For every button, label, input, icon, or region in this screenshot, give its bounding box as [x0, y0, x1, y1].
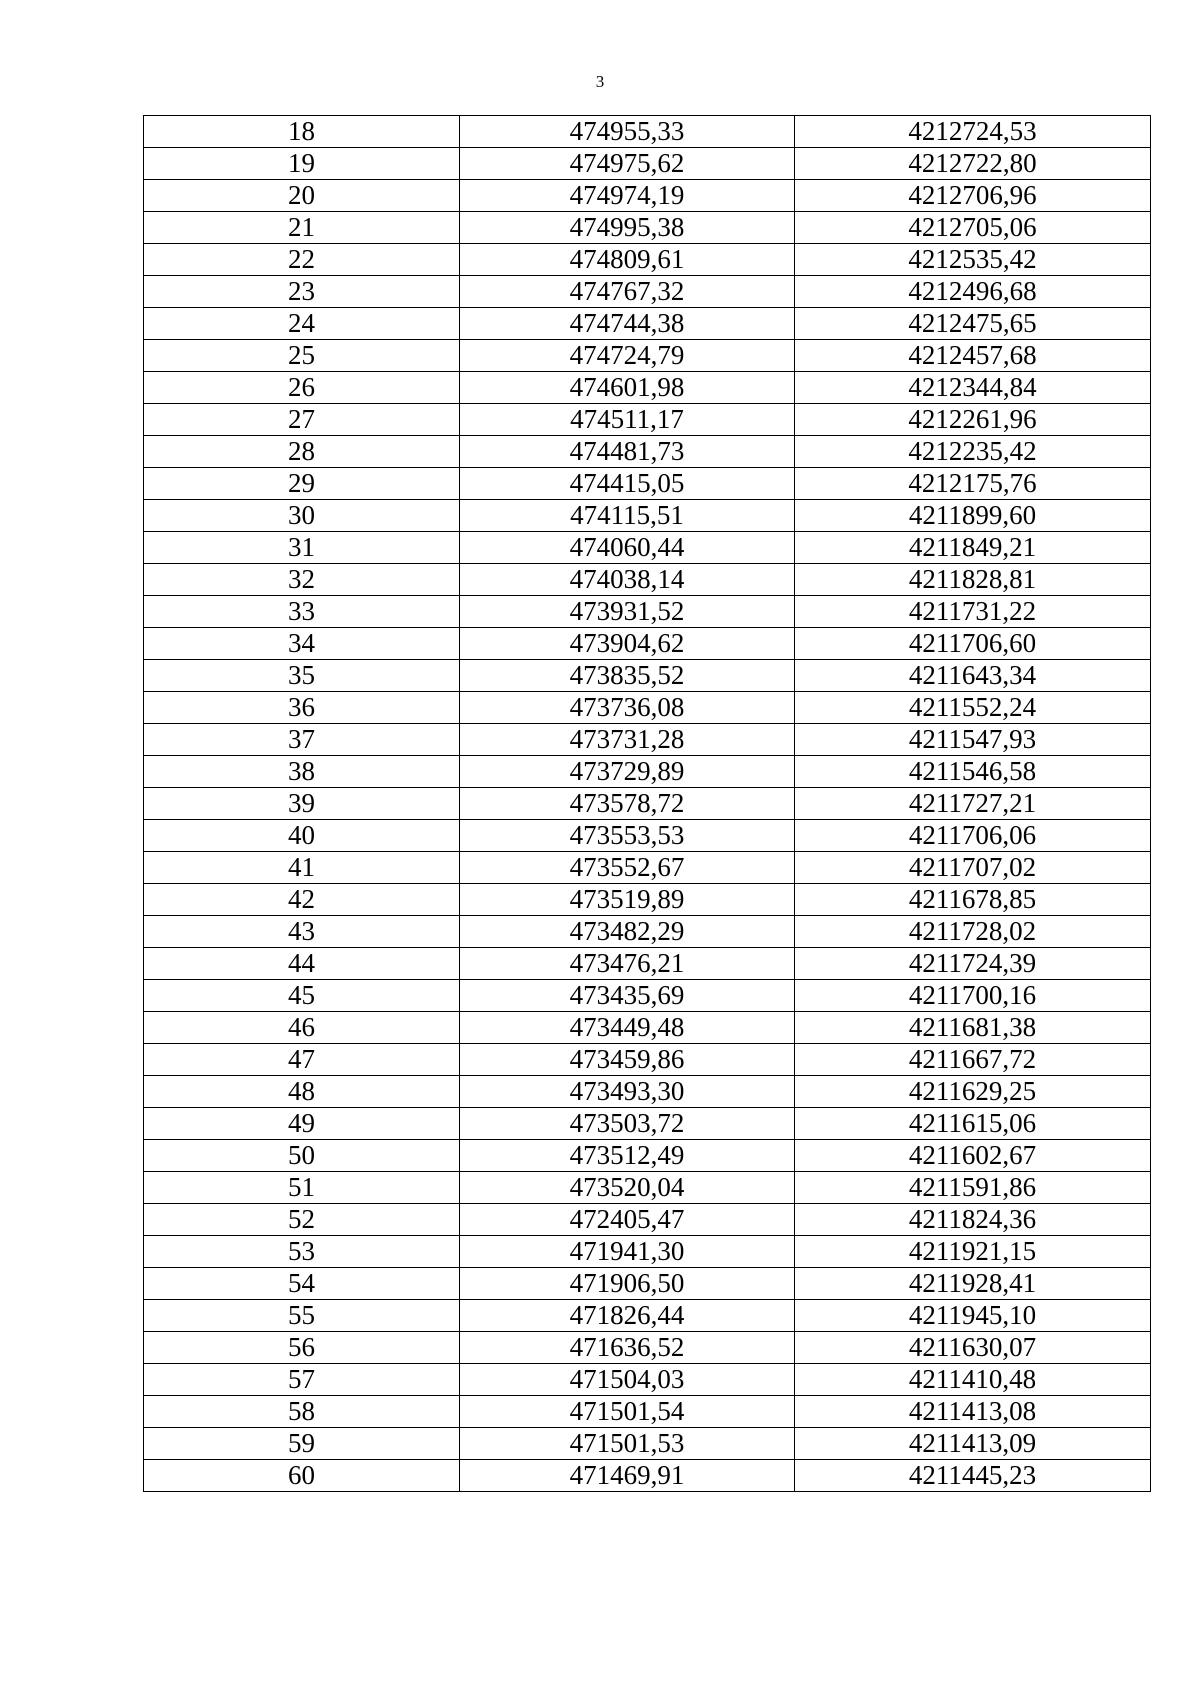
point-number-cell: 58 — [144, 1396, 460, 1428]
point-number-cell: 27 — [144, 404, 460, 436]
table-row — [144, 788, 1151, 820]
x-coordinate-cell: 474115,51 — [460, 500, 795, 532]
table-row — [144, 1012, 1151, 1044]
x-coordinate-cell: 473552,67 — [460, 852, 795, 884]
y-coordinate-cell: 4211410,48 — [795, 1364, 1151, 1396]
x-coordinate-cell: 473449,48 — [460, 1012, 795, 1044]
table-row — [144, 852, 1151, 884]
table-row — [144, 948, 1151, 980]
point-number-cell: 19 — [144, 148, 460, 180]
y-coordinate-cell: 4211724,39 — [795, 948, 1151, 980]
table-row — [144, 436, 1151, 468]
x-coordinate-cell: 472405,47 — [460, 1204, 795, 1236]
table-row — [144, 1044, 1151, 1076]
point-number-cell: 55 — [144, 1300, 460, 1332]
y-coordinate-cell: 4212706,96 — [795, 180, 1151, 212]
point-number-cell: 60 — [144, 1460, 460, 1492]
table-row — [144, 1236, 1151, 1268]
point-number-cell: 59 — [144, 1428, 460, 1460]
table-row — [144, 884, 1151, 916]
coordinates-table-body — [144, 116, 1151, 1492]
table-row — [144, 500, 1151, 532]
table-row — [144, 1396, 1151, 1428]
table-row — [144, 756, 1151, 788]
table-row — [144, 276, 1151, 308]
point-number-cell: 52 — [144, 1204, 460, 1236]
point-number-cell: 47 — [144, 1044, 460, 1076]
y-coordinate-cell: 4211615,06 — [795, 1108, 1151, 1140]
x-coordinate-cell: 474809,61 — [460, 244, 795, 276]
table-row — [144, 1268, 1151, 1300]
table-row — [144, 916, 1151, 948]
point-number-cell: 30 — [144, 500, 460, 532]
x-coordinate-cell: 473519,89 — [460, 884, 795, 916]
y-coordinate-cell: 4212722,80 — [795, 148, 1151, 180]
x-coordinate-cell: 473835,52 — [460, 660, 795, 692]
x-coordinate-cell: 473435,69 — [460, 980, 795, 1012]
point-number-cell: 51 — [144, 1172, 460, 1204]
x-coordinate-cell: 473476,21 — [460, 948, 795, 980]
point-number-cell: 50 — [144, 1140, 460, 1172]
x-coordinate-cell: 474038,14 — [460, 564, 795, 596]
y-coordinate-cell: 4211643,34 — [795, 660, 1151, 692]
x-coordinate-cell: 473520,04 — [460, 1172, 795, 1204]
x-coordinate-cell: 471501,53 — [460, 1428, 795, 1460]
coordinates-table — [143, 115, 1151, 1492]
table-row — [144, 1428, 1151, 1460]
x-coordinate-cell: 474995,38 — [460, 212, 795, 244]
point-number-cell: 48 — [144, 1076, 460, 1108]
table-row — [144, 980, 1151, 1012]
x-coordinate-cell: 473931,52 — [460, 596, 795, 628]
point-number-cell: 41 — [144, 852, 460, 884]
point-number-cell: 42 — [144, 884, 460, 916]
y-coordinate-cell: 4211706,60 — [795, 628, 1151, 660]
point-number-cell: 38 — [144, 756, 460, 788]
y-coordinate-cell: 4211546,58 — [795, 756, 1151, 788]
point-number-cell: 39 — [144, 788, 460, 820]
y-coordinate-cell: 4212496,68 — [795, 276, 1151, 308]
x-coordinate-cell: 474481,73 — [460, 436, 795, 468]
table-row — [144, 596, 1151, 628]
y-coordinate-cell: 4211667,72 — [795, 1044, 1151, 1076]
point-number-cell: 25 — [144, 340, 460, 372]
point-number-cell: 22 — [144, 244, 460, 276]
y-coordinate-cell: 4211547,93 — [795, 724, 1151, 756]
point-number-cell: 28 — [144, 436, 460, 468]
table-row — [144, 180, 1151, 212]
point-number-cell: 23 — [144, 276, 460, 308]
y-coordinate-cell: 4211945,10 — [795, 1300, 1151, 1332]
y-coordinate-cell: 4211602,67 — [795, 1140, 1151, 1172]
y-coordinate-cell: 4211413,08 — [795, 1396, 1151, 1428]
x-coordinate-cell: 471501,54 — [460, 1396, 795, 1428]
table-row — [144, 308, 1151, 340]
point-number-cell: 46 — [144, 1012, 460, 1044]
x-coordinate-cell: 474415,05 — [460, 468, 795, 500]
x-coordinate-cell: 471469,91 — [460, 1460, 795, 1492]
table-row — [144, 820, 1151, 852]
point-number-cell: 57 — [144, 1364, 460, 1396]
point-number-cell: 37 — [144, 724, 460, 756]
y-coordinate-cell: 4211727,21 — [795, 788, 1151, 820]
y-coordinate-cell: 4211413,09 — [795, 1428, 1151, 1460]
point-number-cell: 54 — [144, 1268, 460, 1300]
y-coordinate-cell: 4211678,85 — [795, 884, 1151, 916]
page-number: 3 — [595, 72, 605, 91]
table-row — [144, 692, 1151, 724]
table-row — [144, 628, 1151, 660]
x-coordinate-cell: 471826,44 — [460, 1300, 795, 1332]
y-coordinate-cell: 4211728,02 — [795, 916, 1151, 948]
table-row — [144, 724, 1151, 756]
y-coordinate-cell: 4212705,06 — [795, 212, 1151, 244]
y-coordinate-cell: 4212535,42 — [795, 244, 1151, 276]
point-number-cell: 31 — [144, 532, 460, 564]
table-row — [144, 1300, 1151, 1332]
table-row — [144, 1204, 1151, 1236]
x-coordinate-cell: 474975,62 — [460, 148, 795, 180]
table-row — [144, 1364, 1151, 1396]
table-row — [144, 372, 1151, 404]
point-number-cell: 40 — [144, 820, 460, 852]
point-number-cell: 29 — [144, 468, 460, 500]
y-coordinate-cell: 4211591,86 — [795, 1172, 1151, 1204]
point-number-cell: 33 — [144, 596, 460, 628]
point-number-cell: 24 — [144, 308, 460, 340]
x-coordinate-cell: 473904,62 — [460, 628, 795, 660]
x-coordinate-cell: 471636,52 — [460, 1332, 795, 1364]
point-number-cell: 44 — [144, 948, 460, 980]
table-row — [144, 148, 1151, 180]
point-number-cell: 34 — [144, 628, 460, 660]
table-row — [144, 1460, 1151, 1492]
y-coordinate-cell: 4211828,81 — [795, 564, 1151, 596]
table-row — [144, 244, 1151, 276]
point-number-cell: 20 — [144, 180, 460, 212]
point-number-cell: 43 — [144, 916, 460, 948]
point-number-cell: 45 — [144, 980, 460, 1012]
table-row — [144, 404, 1151, 436]
y-coordinate-cell: 4212457,68 — [795, 340, 1151, 372]
y-coordinate-cell: 4212261,96 — [795, 404, 1151, 436]
x-coordinate-cell: 474974,19 — [460, 180, 795, 212]
y-coordinate-cell: 4211928,41 — [795, 1268, 1151, 1300]
x-coordinate-cell: 474724,79 — [460, 340, 795, 372]
table-row — [144, 1140, 1151, 1172]
point-number-cell: 56 — [144, 1332, 460, 1364]
x-coordinate-cell: 474955,33 — [460, 116, 795, 148]
point-number-cell: 53 — [144, 1236, 460, 1268]
y-coordinate-cell: 4212175,76 — [795, 468, 1151, 500]
point-number-cell: 49 — [144, 1108, 460, 1140]
x-coordinate-cell: 473553,53 — [460, 820, 795, 852]
table-row — [144, 116, 1151, 148]
y-coordinate-cell: 4211731,22 — [795, 596, 1151, 628]
x-coordinate-cell: 473482,29 — [460, 916, 795, 948]
y-coordinate-cell: 4212235,42 — [795, 436, 1151, 468]
y-coordinate-cell: 4211552,24 — [795, 692, 1151, 724]
table-row — [144, 1076, 1151, 1108]
x-coordinate-cell: 474511,17 — [460, 404, 795, 436]
y-coordinate-cell: 4212475,65 — [795, 308, 1151, 340]
point-number-cell: 21 — [144, 212, 460, 244]
y-coordinate-cell: 4211445,23 — [795, 1460, 1151, 1492]
y-coordinate-cell: 4211629,25 — [795, 1076, 1151, 1108]
point-number-cell: 35 — [144, 660, 460, 692]
y-coordinate-cell: 4211899,60 — [795, 500, 1151, 532]
table-row — [144, 564, 1151, 596]
point-number-cell: 26 — [144, 372, 460, 404]
table-row — [144, 660, 1151, 692]
x-coordinate-cell: 473736,08 — [460, 692, 795, 724]
y-coordinate-cell: 4212344,84 — [795, 372, 1151, 404]
table-row — [144, 1172, 1151, 1204]
x-coordinate-cell: 471906,50 — [460, 1268, 795, 1300]
x-coordinate-cell: 473731,28 — [460, 724, 795, 756]
y-coordinate-cell: 4211706,06 — [795, 820, 1151, 852]
x-coordinate-cell: 471941,30 — [460, 1236, 795, 1268]
y-coordinate-cell: 4211707,02 — [795, 852, 1151, 884]
y-coordinate-cell: 4211700,16 — [795, 980, 1151, 1012]
x-coordinate-cell: 473729,89 — [460, 756, 795, 788]
table-row — [144, 212, 1151, 244]
table-row — [144, 468, 1151, 500]
x-coordinate-cell: 474060,44 — [460, 532, 795, 564]
x-coordinate-cell: 474744,38 — [460, 308, 795, 340]
y-coordinate-cell: 4211630,07 — [795, 1332, 1151, 1364]
x-coordinate-cell: 474767,32 — [460, 276, 795, 308]
y-coordinate-cell: 4212724,53 — [795, 116, 1151, 148]
x-coordinate-cell: 473503,72 — [460, 1108, 795, 1140]
x-coordinate-cell: 473512,49 — [460, 1140, 795, 1172]
x-coordinate-cell: 474601,98 — [460, 372, 795, 404]
y-coordinate-cell: 4211849,21 — [795, 532, 1151, 564]
x-coordinate-cell: 471504,03 — [460, 1364, 795, 1396]
table-row — [144, 532, 1151, 564]
x-coordinate-cell: 473578,72 — [460, 788, 795, 820]
y-coordinate-cell: 4211681,38 — [795, 1012, 1151, 1044]
point-number-cell: 32 — [144, 564, 460, 596]
y-coordinate-cell: 4211824,36 — [795, 1204, 1151, 1236]
point-number-cell: 18 — [144, 116, 460, 148]
y-coordinate-cell: 4211921,15 — [795, 1236, 1151, 1268]
point-number-cell: 36 — [144, 692, 460, 724]
x-coordinate-cell: 473493,30 — [460, 1076, 795, 1108]
table-row — [144, 1108, 1151, 1140]
x-coordinate-cell: 473459,86 — [460, 1044, 795, 1076]
table-row — [144, 1332, 1151, 1364]
table-row — [144, 340, 1151, 372]
